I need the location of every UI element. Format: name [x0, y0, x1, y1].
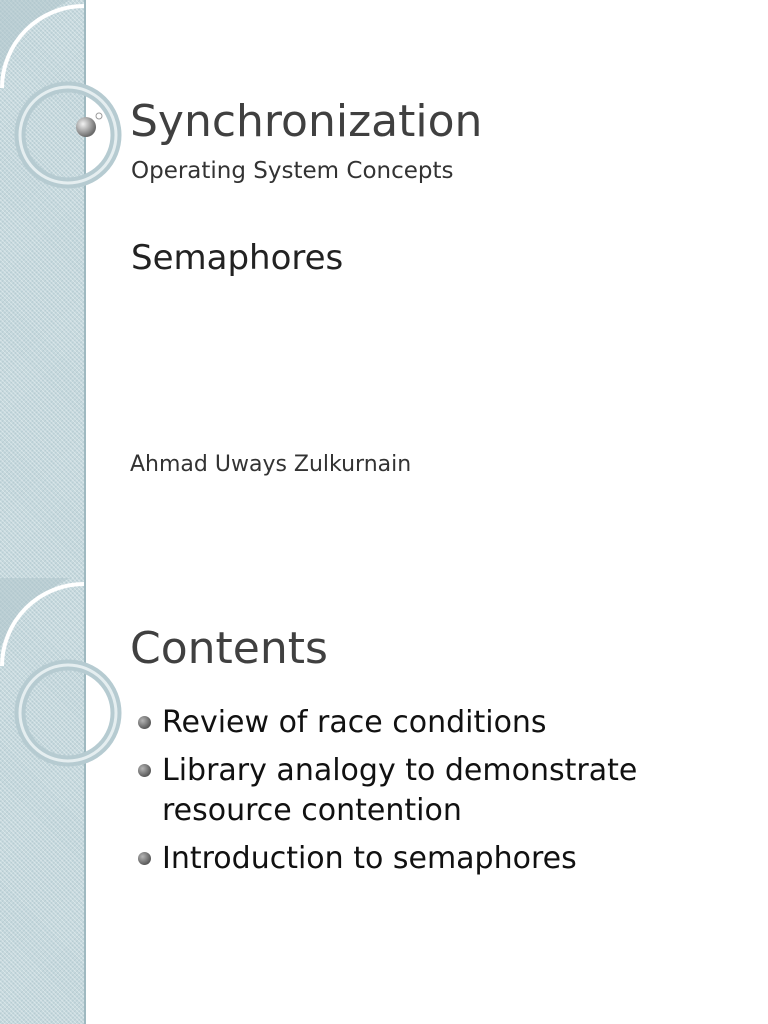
list-item [130, 839, 740, 879]
list-item [130, 751, 740, 831]
bullet-dot-icon [138, 716, 151, 729]
author-name: Ahmad Uways Zulkurnain [130, 452, 412, 477]
slide-title: Synchronization [130, 96, 483, 147]
ring-decoration [0, 578, 130, 778]
contents-list [130, 703, 740, 887]
list-item [130, 703, 740, 743]
slide-title: Contents [130, 623, 328, 674]
list-item-text: Review of race conditions [162, 705, 547, 740]
bullet-dot-icon [138, 852, 151, 865]
list-item-text: Library analogy to demonstrate resource contention [162, 753, 638, 828]
bullet-dot-icon [138, 764, 151, 777]
contents-slide [0, 578, 768, 1024]
list-item-text: Introduction to semaphores [162, 841, 577, 876]
bullet-sphere-icon [0, 0, 130, 200]
slide-subtitle: Operating System Concepts [131, 158, 454, 184]
slide-topic: Semaphores [131, 238, 344, 278]
